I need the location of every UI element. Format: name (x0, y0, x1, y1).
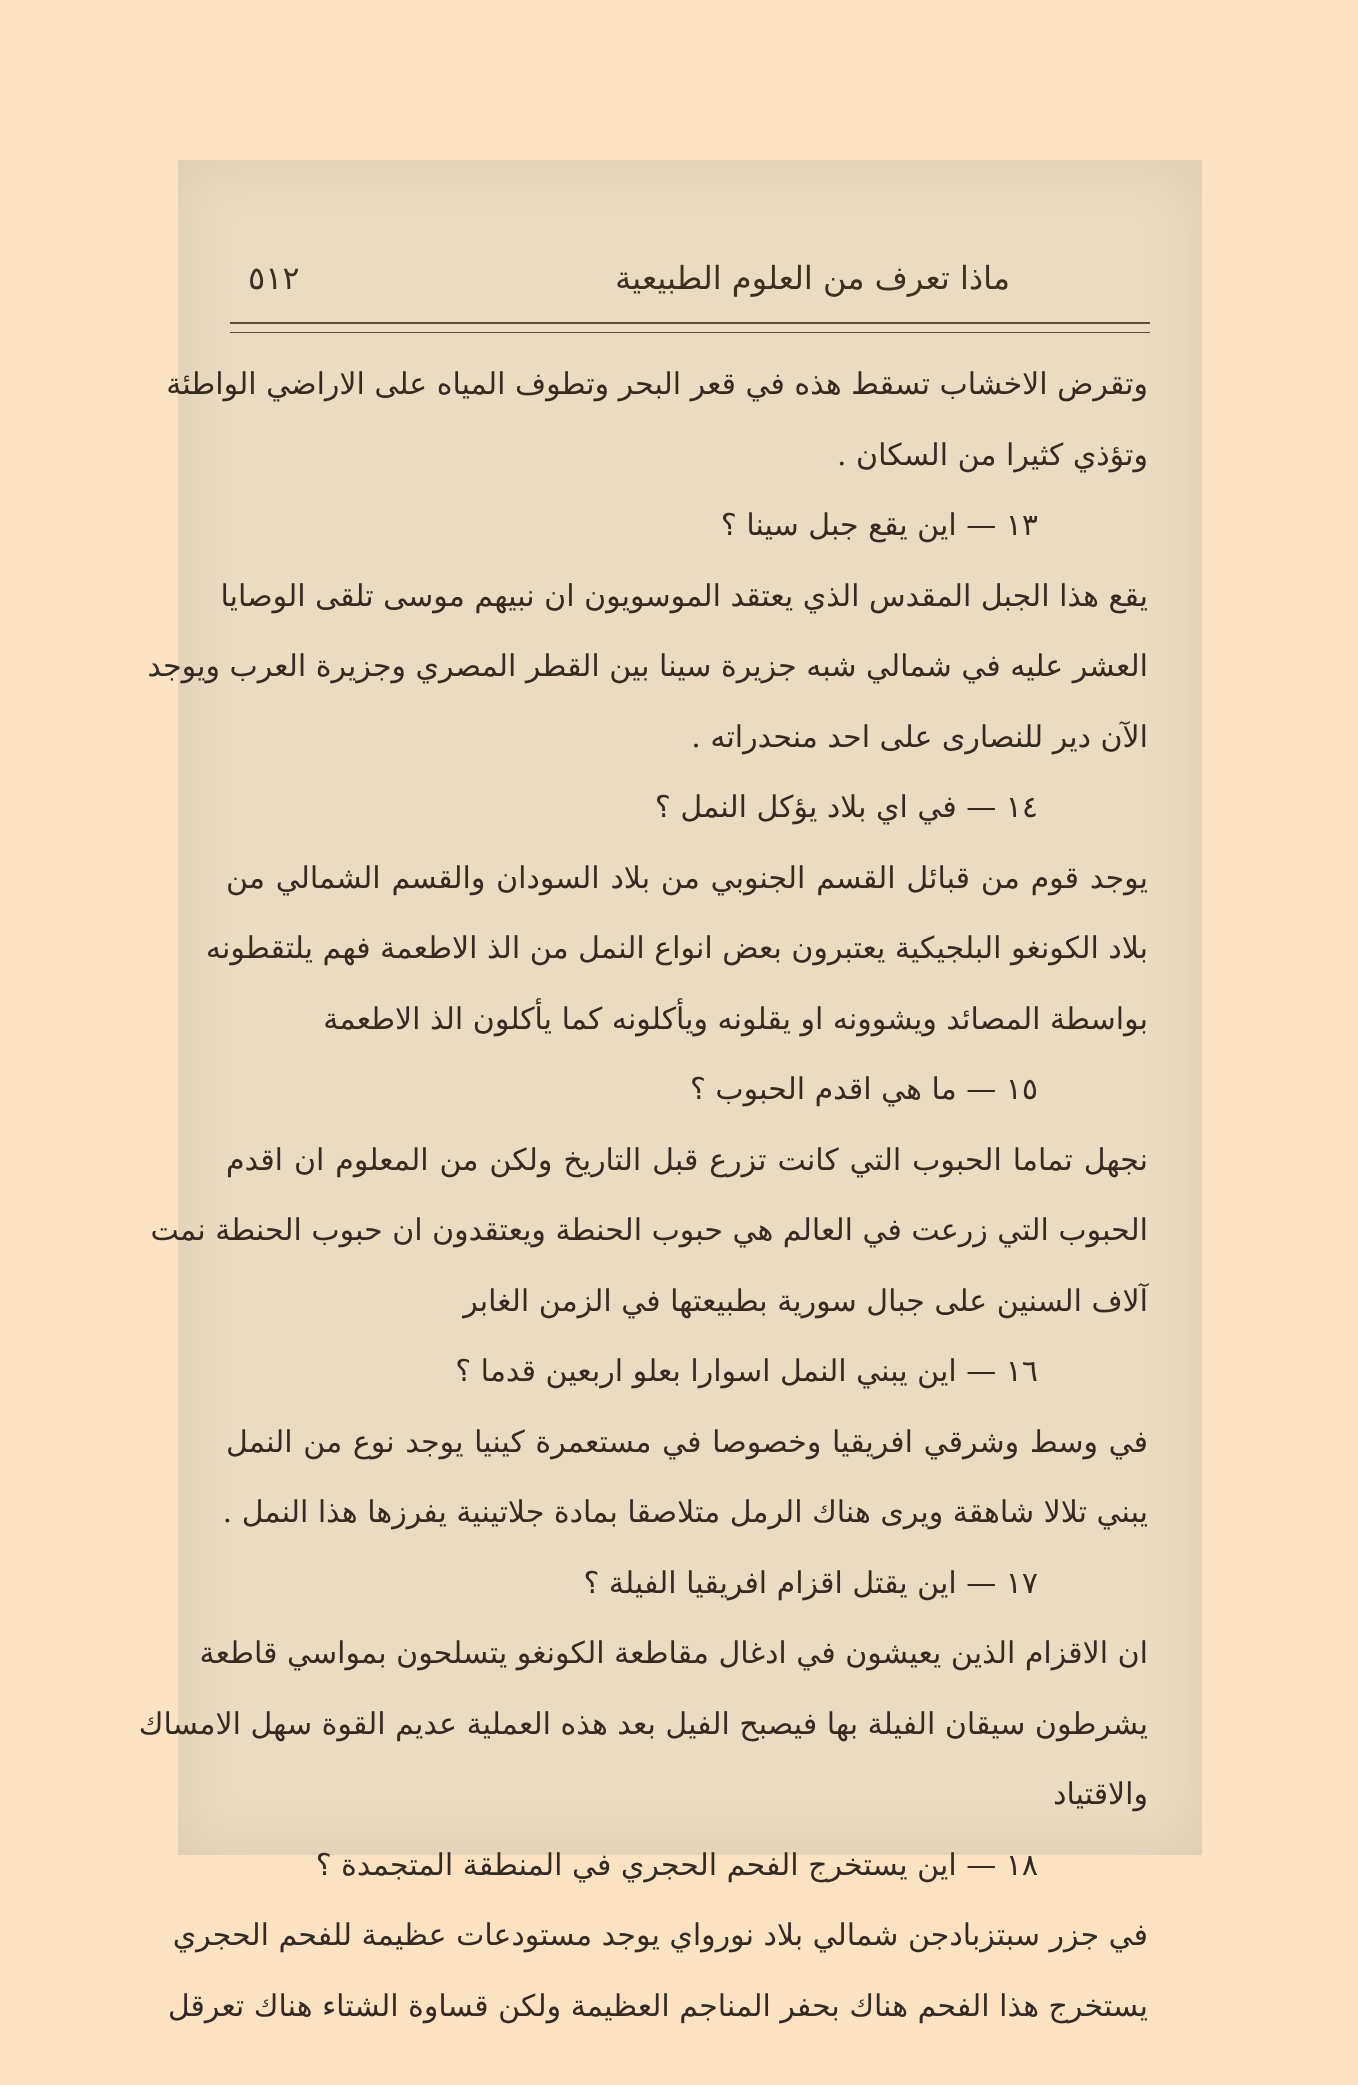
question-line: ١٦ — اين يبني النمل اسوارا بعلو اربعين قدما ؟ (455, 1354, 1038, 1389)
question-line: ١٣ — اين يقع جبل سينا ؟ (720, 508, 1038, 543)
header-rule (230, 322, 1150, 333)
question-line: ١٤ — في اي بلاد يؤكل النمل ؟ (654, 790, 1038, 825)
body-text (138, 350, 1148, 2042)
question-line: ١٧ — اين يقتل اقزام افريقيا الفيلة ؟ (583, 1565, 1038, 1601)
page-header (230, 248, 1150, 308)
text-line: الآن دير للنصارى على احد منحدراته . (691, 719, 1148, 755)
running-title: ماذا تعرف من العلوم الطبيعية (615, 259, 1010, 297)
text-line: نجهل تماما الحبوب التي كانت تزرع قبل التاريخ ولكن من المعلوم ان اقدم (226, 1142, 1148, 1178)
text-line: آلاف السنين على جبال سورية بطبيعتها في الزمن الغابر (463, 1283, 1148, 1319)
text-line: يوجد قوم من قبائل القسم الجنوبي من بلاد السودان والقسم الشمالي من (226, 860, 1148, 896)
text-line: بلاد الكونغو البلجيكية يعتبرون بعض انواع النمل من الذ الاطعمة فهم يلتقطونه (205, 931, 1148, 966)
text-line: يستخرج هذا الفحم هناك بحفر المناجم العظيمة ولكن قساوة الشتاء هناك تعرقل (167, 1988, 1148, 2024)
text-line: في وسط وشرقي افريقيا وخصوصا في مستعمرة كينيا يوجد نوع من النمل (226, 1424, 1148, 1460)
text-line: وتقرض الاخشاب تسقط هذه في قعر البحر وتطوف المياه على الاراضي الواطئة (166, 367, 1148, 402)
text-line: وتؤذي كثيرا من السكان . (836, 437, 1148, 473)
text-line: بواسطة المصائد ويشوونه او يقلونه ويأكلونه كما يأكلون الذ الاطعمة (323, 1001, 1148, 1037)
question-line: ١٨ — اين يستخرج الفحم الحجري في المنطقة المتجمدة ؟ (315, 1847, 1038, 1883)
book-page (138, 160, 1202, 2024)
text-line: الحبوب التي زرعت في العالم هي حبوب الحنطة ويعتقدون ان حبوب الحنطة نمت (150, 1213, 1148, 1248)
text-line: ان الاقزام الذين يعيشون في ادغال مقاطعة الكونغو يتسلحون بمواسي قاطعة (199, 1636, 1148, 1671)
text-line: العشر عليه في شمالي شبه جزيرة سينا بين القطر المصري وجزيرة العرب ويوجد (147, 649, 1148, 684)
text-line: في جزر سبتزبادجن شمالي بلاد نورواي يوجد مستودعات عظيمة للفحم الحجري (172, 1918, 1148, 1953)
page-number: ٥١٢ (248, 259, 300, 297)
text-line: والاقتياد (1053, 1777, 1148, 1812)
question-line: ١٥ — ما هي اقدم الحبوب ؟ (689, 1072, 1038, 1107)
text-line: يبني تلالا شاهقة ويرى هناك الرمل متلاصقا بمادة جلاتينية يفرزها هذا النمل . (222, 1495, 1148, 1530)
text-line: يقع هذا الجبل المقدس الذي يعتقد الموسويون ان نبيهم موسى تلقى الوصايا (220, 578, 1148, 614)
text-line: يشرطون سيقان الفيلة بها فيصبح الفيل بعد هذه العملية عديم القوة سهل الامساك (138, 1706, 1148, 1742)
